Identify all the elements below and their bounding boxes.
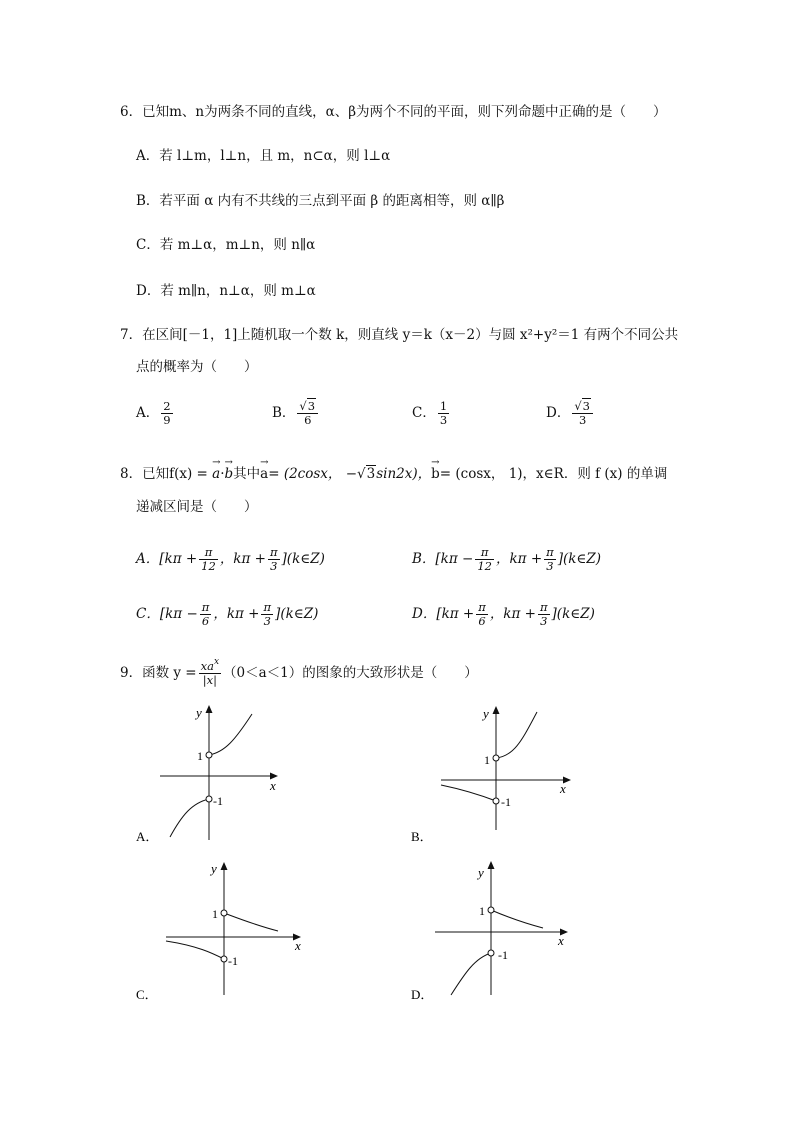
q7-stem-line2: 点的概率为（ ） [136,359,258,375]
neg-one-label: -1 [213,794,223,808]
q8-stem-line2: 递减区间是（ ） [136,499,258,515]
q7-option-d: D． $\frac{√3}{3}$ [546,400,595,427]
graph-b [405,700,580,850]
graph-a-label: A． [136,829,159,844]
q8-option-d: D．[kπ + $\frac{\pi}{6}$ ，kπ + $\frac{\pi}{3}$ ](k∈Z) [412,600,595,628]
q6-stem: 6．已知m、n为两条不同的直线，α、β为两个不同的平面，则下列命题中正确的是（ ） [120,104,667,120]
q7-option-c: C． $\frac{1}{3}$ [412,399,448,427]
q6-option-d: D．若 m∥n，n⊥α，则 m⊥α [136,283,316,299]
q7-option-b: B． $\frac{√3}{6}$ [272,400,320,427]
neg-one-label: -1 [498,948,508,962]
q6-option-a: A．若 l⊥m，l⊥n，且 m，n⊂α，则 l⊥α [136,148,391,164]
q8-option-b: B．[kπ − $\frac{\pi}{12}$ ，kπ + $\frac{\pi}{3}$ ](k∈Z) [412,545,602,573]
one-label: 1 [212,907,218,921]
q8-option-c: C．[kπ − $\frac{\pi}{6}$ ，kπ + $\frac{\pi}{3}$ ](k∈Z) [136,600,319,628]
q8-option-a: A．[kπ + $\frac{\pi}{12}$ ，kπ + $\frac{\pi}{3}$ ](k∈Z) [136,545,325,573]
q8-stem-line1: 8．已知f(x) = → a·→ b其中→ a= (2cosx， −√3sin2x)，→ b= (cosx， 1)，x∈R．则 f (x) 的单调 [120,464,667,484]
x-axis-label: x [558,933,564,948]
graph-d [405,855,580,1005]
one-label: 1 [484,753,490,767]
one-label: 1 [479,904,485,918]
x-axis-label: x [560,781,566,796]
x-axis-label: x [295,938,301,953]
y-axis-label: y [483,706,489,721]
q6-option-c: C．若 m⊥α，m⊥n，则 n∥α [136,237,316,253]
q7-stem-line1: 7．在区间[－1，1]上随机取一个数 k，则直线 y＝k（x－2）与圆 x²+y²＝1 有两个不同公共 [120,327,679,343]
q6-option-b: B．若平面 α 内有不共线的三点到平面 β 的距离相等，则 α∥β [136,193,505,209]
neg-one-label: -1 [228,954,238,968]
graph-a [130,700,290,850]
y-axis-label: y [196,705,202,720]
neg-one-label: -1 [501,795,511,809]
q7-option-a: A． $\frac{2}{9}$ [136,399,171,427]
y-axis-label: y [211,861,217,876]
graph-d-label: D． [411,987,434,1002]
q9-stem: 9．函数 y = $\frac{xa^x}{|x|}$ （0＜a＜1）的图象的大致形状是（ ） [120,657,478,687]
y-axis-label: y [478,865,484,880]
one-label: 1 [197,749,203,763]
graph-b-label: B． [411,829,433,844]
graph-c-label: C． [136,987,158,1002]
graph-c [130,855,310,1005]
x-axis-label: x [270,778,276,793]
